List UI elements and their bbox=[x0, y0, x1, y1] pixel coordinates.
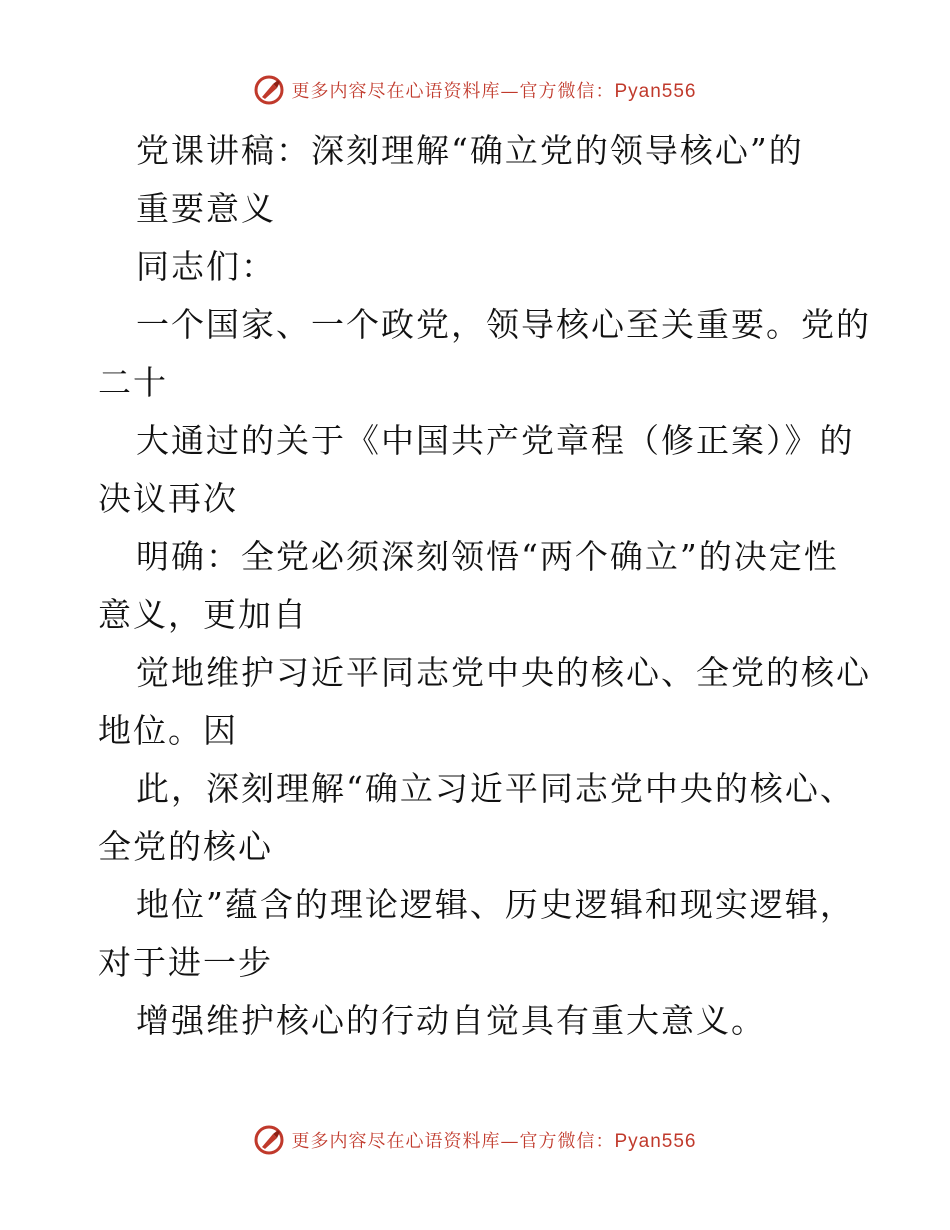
footer-watermark bbox=[0, 1120, 950, 1160]
paragraph-line: 大通过的关于《中国共产党章程（修正案）》的 bbox=[136, 421, 855, 460]
paragraph-line: 地位。因 bbox=[98, 711, 238, 750]
paragraph-line: 一个国家、一个政党，领导核心至关重要。党的 bbox=[136, 305, 871, 344]
watermark-text: 更多内容尽在心语资料库—官方微信：Pyan556 bbox=[291, 1131, 697, 1152]
header-watermark bbox=[0, 70, 950, 110]
pen-nib-logo-icon bbox=[253, 74, 285, 106]
paragraph-line: 增强维护核心的行动自觉具有重大意义。 bbox=[136, 1001, 766, 1040]
paragraph-line: 明确：全党必须深刻领悟“两个确立”的决定性 bbox=[136, 537, 839, 576]
paragraph-line: 地位”蕴含的理论逻辑、历史逻辑和现实逻辑， bbox=[136, 885, 855, 924]
paragraph-line: 对于进一步 bbox=[98, 943, 273, 982]
salutation: 同志们： bbox=[136, 247, 276, 286]
title-line-1: 党课讲稿：深刻理解“确立党的领导核心”的 bbox=[136, 131, 804, 170]
paragraph-line: 此，深刻理解“确立习近平同志党中央的核心、 bbox=[136, 769, 855, 808]
watermark-text: 更多内容尽在心语资料库—官方微信：Pyan556 bbox=[291, 81, 697, 102]
paragraph-line: 意义，更加自 bbox=[98, 595, 308, 634]
title-line-2: 重要意义 bbox=[136, 189, 276, 228]
paragraph-line: 决议再次 bbox=[98, 479, 238, 518]
paragraph-line: 觉地维护习近平同志党中央的核心、全党的核心 bbox=[136, 653, 871, 692]
document-body bbox=[98, 122, 871, 1050]
paragraph-line: 二十 bbox=[98, 363, 168, 402]
pen-nib-logo-icon bbox=[253, 1124, 285, 1156]
paragraph-line: 全党的核心 bbox=[98, 827, 273, 866]
